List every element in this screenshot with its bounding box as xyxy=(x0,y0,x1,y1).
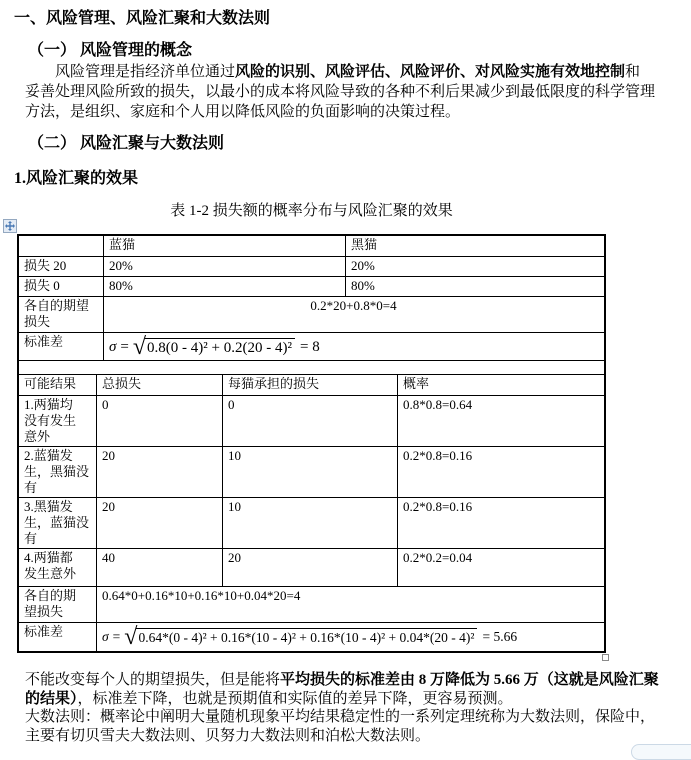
table-caption: 表 1-2 损失额的概率分布与风险汇聚的效果 xyxy=(170,203,453,219)
expected1-label-line1: 各自的期望 xyxy=(24,298,90,313)
table-row-loss0 xyxy=(19,277,604,297)
table-row-outcome-1 xyxy=(19,396,604,447)
outcome4-prob: 0.2*0.2=0.04 xyxy=(403,550,473,565)
outcome2-label xyxy=(19,447,97,497)
header-per-cat-loss: 每猫承担的损失 xyxy=(223,375,398,395)
header-total-loss: 总损失 xyxy=(97,375,223,395)
outcome3-line3: 有 xyxy=(24,531,38,546)
outcome3-line2: 生，蓝猫没 xyxy=(24,515,90,530)
outcome4-per-cat: 20 xyxy=(223,549,398,586)
outcome4-line2: 发生意外 xyxy=(24,566,77,581)
outcome1-per-cat: 0 xyxy=(223,396,398,446)
section1-heading: （一） 风险管理的概念 xyxy=(28,42,193,59)
header-black-cat: 黑猫 xyxy=(351,237,378,252)
stddev1-formula-cell xyxy=(104,333,604,360)
table-row-stddev-2 xyxy=(19,623,604,651)
outcome2-total: 20 xyxy=(97,447,223,497)
outcome2-prob: 0.2*0.8=0.16 xyxy=(403,448,473,463)
outcome1-line2: 没有发生 xyxy=(24,413,77,428)
table-row-header-outcomes xyxy=(19,375,604,396)
loss0-blue: 80% xyxy=(104,277,346,296)
conclusion-bold: 平均损失的标准差由 8 万降低为 5.66 万（这就是风险汇聚的结果） xyxy=(25,672,659,707)
conclusion-post: ，标准差下降，也就是预期值和实际值的差异下降，更容易预测。 xyxy=(77,690,513,707)
loss20-black: 20% xyxy=(351,258,375,273)
outcome3-label xyxy=(19,498,97,548)
intro-paragraph xyxy=(25,62,655,122)
table-row-outcome-2 xyxy=(19,447,604,498)
outcome4-label xyxy=(19,549,97,586)
outcome4-line1: 4.两猫都 xyxy=(24,550,73,565)
table-row-expected-loss-1 xyxy=(19,297,604,333)
loss0-black: 80% xyxy=(351,278,375,293)
stddev2-result: = 5.66 xyxy=(482,629,518,644)
table-row-expected-loss-2 xyxy=(19,587,604,623)
sigma-symbol: σ xyxy=(102,629,109,644)
outcome2-line2: 生，黑猫没 xyxy=(24,464,90,479)
loss20-label: 损失 20 xyxy=(19,257,104,276)
stddev2-label: 标准差 xyxy=(19,623,97,651)
loss-table-wrapper xyxy=(17,234,606,653)
stddev1-label: 标准差 xyxy=(19,333,104,360)
outcome1-line1: 1.两猫均 xyxy=(24,397,73,412)
outcome3-prob: 0.2*0.8=0.16 xyxy=(403,499,473,514)
section2-subheading: 1.风险汇聚的效果 xyxy=(14,170,139,187)
table-row-outcome-4 xyxy=(19,549,604,587)
header-blue-cat: 蓝猫 xyxy=(104,236,346,256)
law-of-large-numbers-paragraph: 大数法则：概率论中阐明大量随机现象平均结果稳定性的一系列定理统称为大数法则，保险中，主要有切贝雪夫大数法则、贝努力大数法则和泊松大数法则。 xyxy=(25,709,656,744)
expected1-value: 0.2*20+0.8*0=4 xyxy=(310,298,397,313)
table-row-header-cats xyxy=(19,236,604,257)
outcome1-label xyxy=(19,396,97,446)
outcome1-total: 0 xyxy=(97,396,223,446)
sigma-symbol: σ xyxy=(109,338,117,355)
stddev2-formula xyxy=(102,624,518,650)
outcome3-per-cat: 10 xyxy=(223,498,398,548)
outcome2-per-cat: 10 xyxy=(223,447,398,497)
conclusion-pre: 不能改变每个人的期望损失，但是能将 xyxy=(25,672,281,688)
outcome1-line3: 意外 xyxy=(24,429,51,444)
equals-sign: = xyxy=(112,629,121,644)
header-probability: 概率 xyxy=(403,376,430,391)
loss20-blue: 20% xyxy=(104,257,346,276)
equals-sign: = xyxy=(120,338,129,355)
expected1-label xyxy=(19,297,104,332)
move-arrows-icon xyxy=(5,221,15,231)
outcome3-total: 20 xyxy=(97,498,223,548)
table-resize-handle[interactable] xyxy=(602,654,609,661)
outcome2-line3: 有 xyxy=(24,480,38,495)
radical-sign: √ xyxy=(132,333,147,360)
header-empty-cell xyxy=(19,236,104,256)
outcome1-prob: 0.8*0.8=0.64 xyxy=(403,397,473,412)
stddev1-formula xyxy=(109,333,320,360)
table-row-stddev-1 xyxy=(19,333,604,361)
loss0-label: 损失 0 xyxy=(19,277,104,296)
section2-heading: （二） 风险汇聚与大数法则 xyxy=(28,135,225,152)
expected2-label-line2: 望损失 xyxy=(24,604,64,619)
stddev1-radicand: 0.8(0 - 4)² + 0.2(20 - 4)² xyxy=(145,338,295,356)
stddev1-result: = 8 xyxy=(299,338,320,355)
header-possible-outcome: 可能结果 xyxy=(19,375,97,395)
stddev2-formula-cell xyxy=(97,623,604,651)
expected2-value: 0.64*0+0.16*10+0.16*10+0.04*20=4 xyxy=(102,588,301,603)
table-row-outcome-3 xyxy=(19,498,604,549)
outcome4-total: 40 xyxy=(97,549,223,586)
doc-title: 一、风险管理、风险汇聚和大数法则 xyxy=(14,10,271,27)
outcome2-line1: 2.蓝猫发 xyxy=(24,448,73,463)
closing-block xyxy=(0,671,691,745)
expected2-label-line1: 各自的期 xyxy=(24,588,77,603)
stddev2-radicand: 0.64*(0 - 4)² + 0.16*(10 - 4)² + 0.16*(10 - 4)² + 0.04*(20 - 4)² xyxy=(136,628,477,646)
expected2-label xyxy=(19,587,97,622)
intro-text-bold: 风险的识别、风险评估、风险评价、对风险实施有效地控制 xyxy=(235,64,626,80)
table-move-handle[interactable] xyxy=(3,219,17,233)
radical-sign: √ xyxy=(124,624,138,650)
loss-probability-table xyxy=(17,234,606,653)
table-row-empty xyxy=(19,361,604,375)
conclusion-paragraph xyxy=(25,671,659,708)
empty-cell xyxy=(19,361,604,374)
popup-corner-artifact xyxy=(631,744,691,760)
outcome3-line1: 3.黑猫发 xyxy=(24,499,73,514)
intro-text-pre: 风险管理是指经济单位通过 xyxy=(55,64,236,80)
table-row-loss20 xyxy=(19,257,604,277)
intro-text-post: 和妥善处理风险所致的损失，以最小的成本将风险导致的各种不利后果减少到最低限度的科学管理方法，是组织、家庭和个人用以降低风险的负面影响的决策过程。 xyxy=(25,64,656,120)
expected1-label-line2: 损失 xyxy=(24,314,51,329)
